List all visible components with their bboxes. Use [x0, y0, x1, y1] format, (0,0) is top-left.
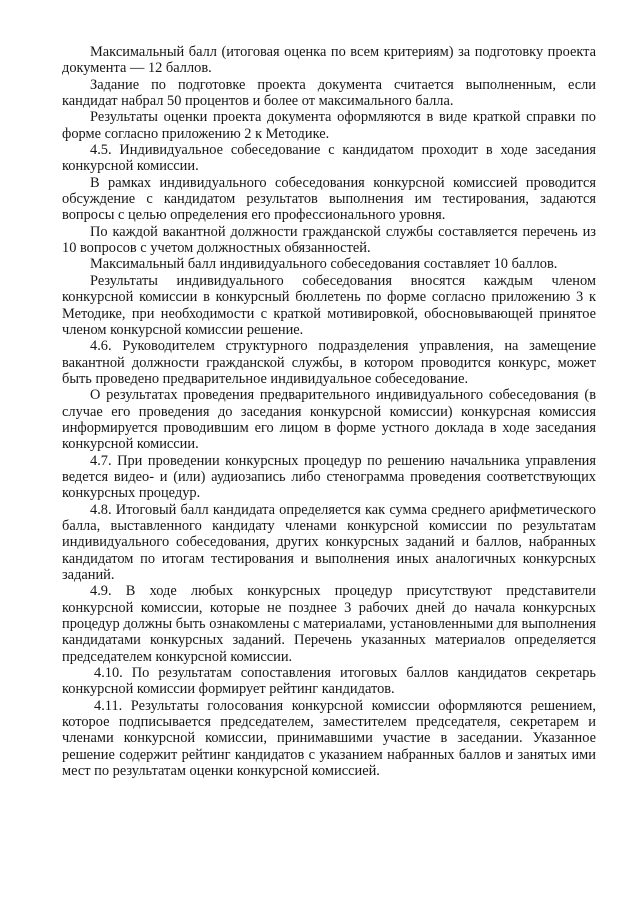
paragraph-interview-discussion: В рамках индивидуального собеседования конкурсной комиссией проводится обсуждение с кандидатом результатов выполнения им тестирования, задаются вопросы с целью определения его профессионального уровня.	[62, 174, 596, 224]
paragraph-max-score-interview: Максимальный балл индивидуального собеседования составляет 10 баллов.	[90, 256, 558, 273]
paragraph-draft-results: Результаты оценки проекта документа оформляются в виде краткой справки по форме согласно приложению 2 к Методике.	[62, 109, 596, 142]
paragraph-interview-results: Результаты индивидуального собеседования вносятся каждым членом конкурсной комиссии в конкурсный бюллетень по форме согласно приложению 3 к Методике, при необходимости с краткой мотивировкой, обосновывающей принятое членом конкурсной комиссии решение.	[62, 272, 596, 338]
paragraph-draft-completion: Задание по подготовке проекта документа считается выполненным, если кандидат набрал 50 процентов и более от максимального балла.	[62, 76, 596, 110]
paragraph-question-list: По каждой вакантной должности гражданской службы составляется перечень из 10 вопросов с учетом должностных обязанностей.	[62, 223, 596, 257]
paragraph-4-7: 4.7. При проведении конкурсных процедур по решению начальника управления ведется видео- и (или) аудиозапись либо стенограмма проведения соответствующих конкурсных процедур.	[62, 452, 596, 502]
paragraph-4-6: 4.6. Руководителем структурного подразделения управления, на замещение вакантной должности гражданской службы, в котором проводится конкурс, может быть проведено предварительное индивидуальное собеседование.	[62, 338, 596, 387]
paragraph-4-8: 4.8. Итоговый балл кандидата определяется как сумма среднего арифметического балла, выставленного кандидату членами конкурсной комиссии по результатам индивидуального собеседования, других конкурсных заданий и баллов, набранных кандидатом по итогам тестирования и выполнения иных аналогичных конкурсных заданий.	[62, 501, 596, 583]
document-page	[62, 44, 596, 779]
paragraph-preliminary-interview: О результатах проведения предварительного индивидуального собеседования (в случае его проведения до заседания конкурсной комиссии) конкурсная комиссия информируется проводившим его лицом в форме устного доклада в ходе заседания конкурсной комиссии.	[62, 387, 596, 453]
paragraph-max-score-draft: Максимальный балл (итоговая оценка по всем критериям) за подготовку проекта документа — 12 баллов.	[62, 44, 596, 77]
paragraph-4-9: 4.9. В ходе любых конкурсных процедур присутствуют представители конкурсной комиссии, которые не позднее 3 рабочих дней до начала конкурсных процедур должны быть ознакомлены с материалами, установленными для выполнения кандидатами конкурсных заданий. Перечень указанных материалов определяется председателем конкурсной комиссии.	[62, 583, 596, 665]
paragraph-4-5: 4.5. Индивидуальное собеседование с кандидатом проходит в ходе заседания конкурсной комиссии.	[62, 142, 596, 175]
paragraph-4-10: 4.10. По результатам сопоставления итоговых баллов кандидатов секретарь конкурсной комиссии формирует рейтинг кандидатов.	[62, 665, 596, 698]
paragraph-4-11: 4.11. Результаты голосования конкурсной комиссии оформляются решением, которое подписывается председателем, заместителем председателя, секретарем и членами конкурсной комиссии, принимавшими участие в заседании. Указанное решение содержит рейтинг кандидатов с указанием набранных баллов и занятых ими мест по результатам оценки конкурсной комиссией.	[62, 697, 596, 780]
